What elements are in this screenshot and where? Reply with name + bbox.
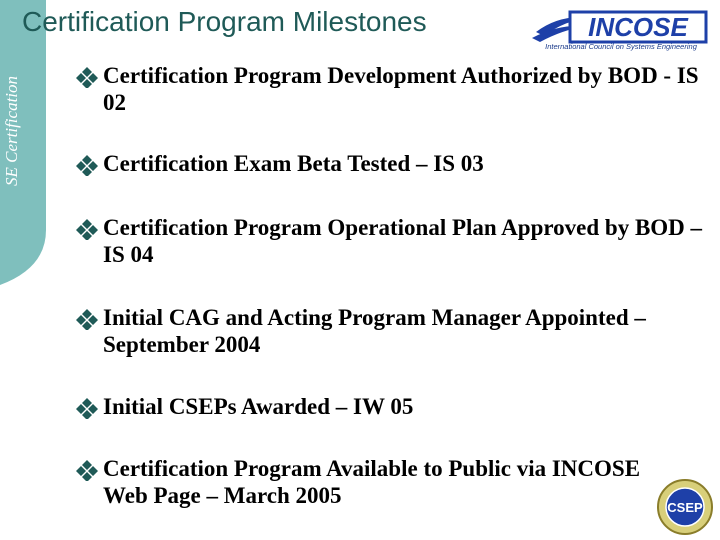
diamond-bullet-icon <box>76 397 98 419</box>
diamond-bullet-icon <box>76 154 98 176</box>
milestone-item <box>76 150 716 177</box>
milestone-item <box>76 455 656 509</box>
diamond-bullet-icon <box>76 66 98 88</box>
milestone-item <box>76 62 716 116</box>
milestone-text: Certification Exam Beta Tested – IS 03 <box>103 151 484 176</box>
milestone-text: Certification Program Operational Plan Approved by BOD – IS 04 <box>103 215 703 267</box>
milestone-item <box>76 304 716 358</box>
milestone-text: Initial CAG and Acting Program Manager Appointed – September 2004 <box>103 305 646 357</box>
side-label-text: SE Certification <box>2 75 21 186</box>
logo-subtitle: International Council on Systems Engineering <box>545 42 697 51</box>
milestone-item <box>76 393 716 420</box>
diamond-bullet-icon <box>76 459 98 481</box>
csep-seal-label: CSEP <box>667 500 703 515</box>
diamond-bullet-icon <box>76 308 98 330</box>
milestone-item <box>76 214 716 268</box>
diamond-bullet-icon <box>76 218 98 240</box>
page-title: Certification Program Milestones <box>22 6 427 37</box>
csep-seal-icon <box>656 478 714 536</box>
logo-text: INCOSE <box>588 12 688 42</box>
milestone-text: Certification Program Development Authorized by BOD - IS 02 <box>103 63 699 115</box>
milestone-text: Initial CSEPs Awarded – IW 05 <box>103 394 414 419</box>
milestone-text: Certification Program Available to Public via INCOSE Web Page – March 2005 <box>103 456 641 508</box>
